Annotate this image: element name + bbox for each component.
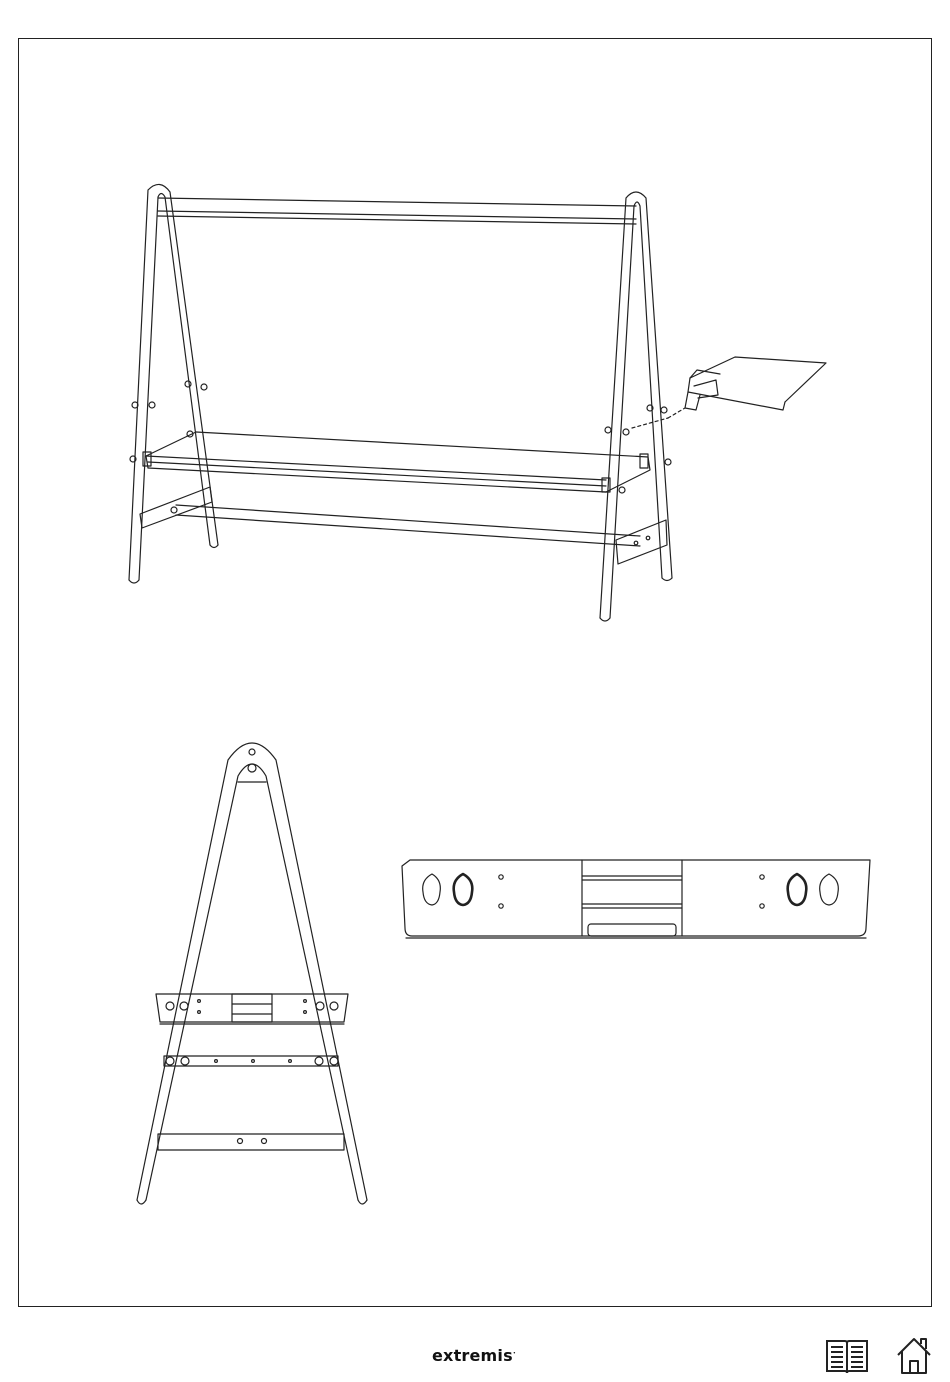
bench-side-view (137, 743, 367, 1204)
home-icon[interactable] (894, 1335, 938, 1377)
manual-book-icon[interactable] (825, 1335, 869, 1377)
bracket-detail (402, 860, 870, 938)
bench-frame-perspective (129, 184, 672, 621)
brand-logo: extremis• (432, 1346, 516, 1365)
